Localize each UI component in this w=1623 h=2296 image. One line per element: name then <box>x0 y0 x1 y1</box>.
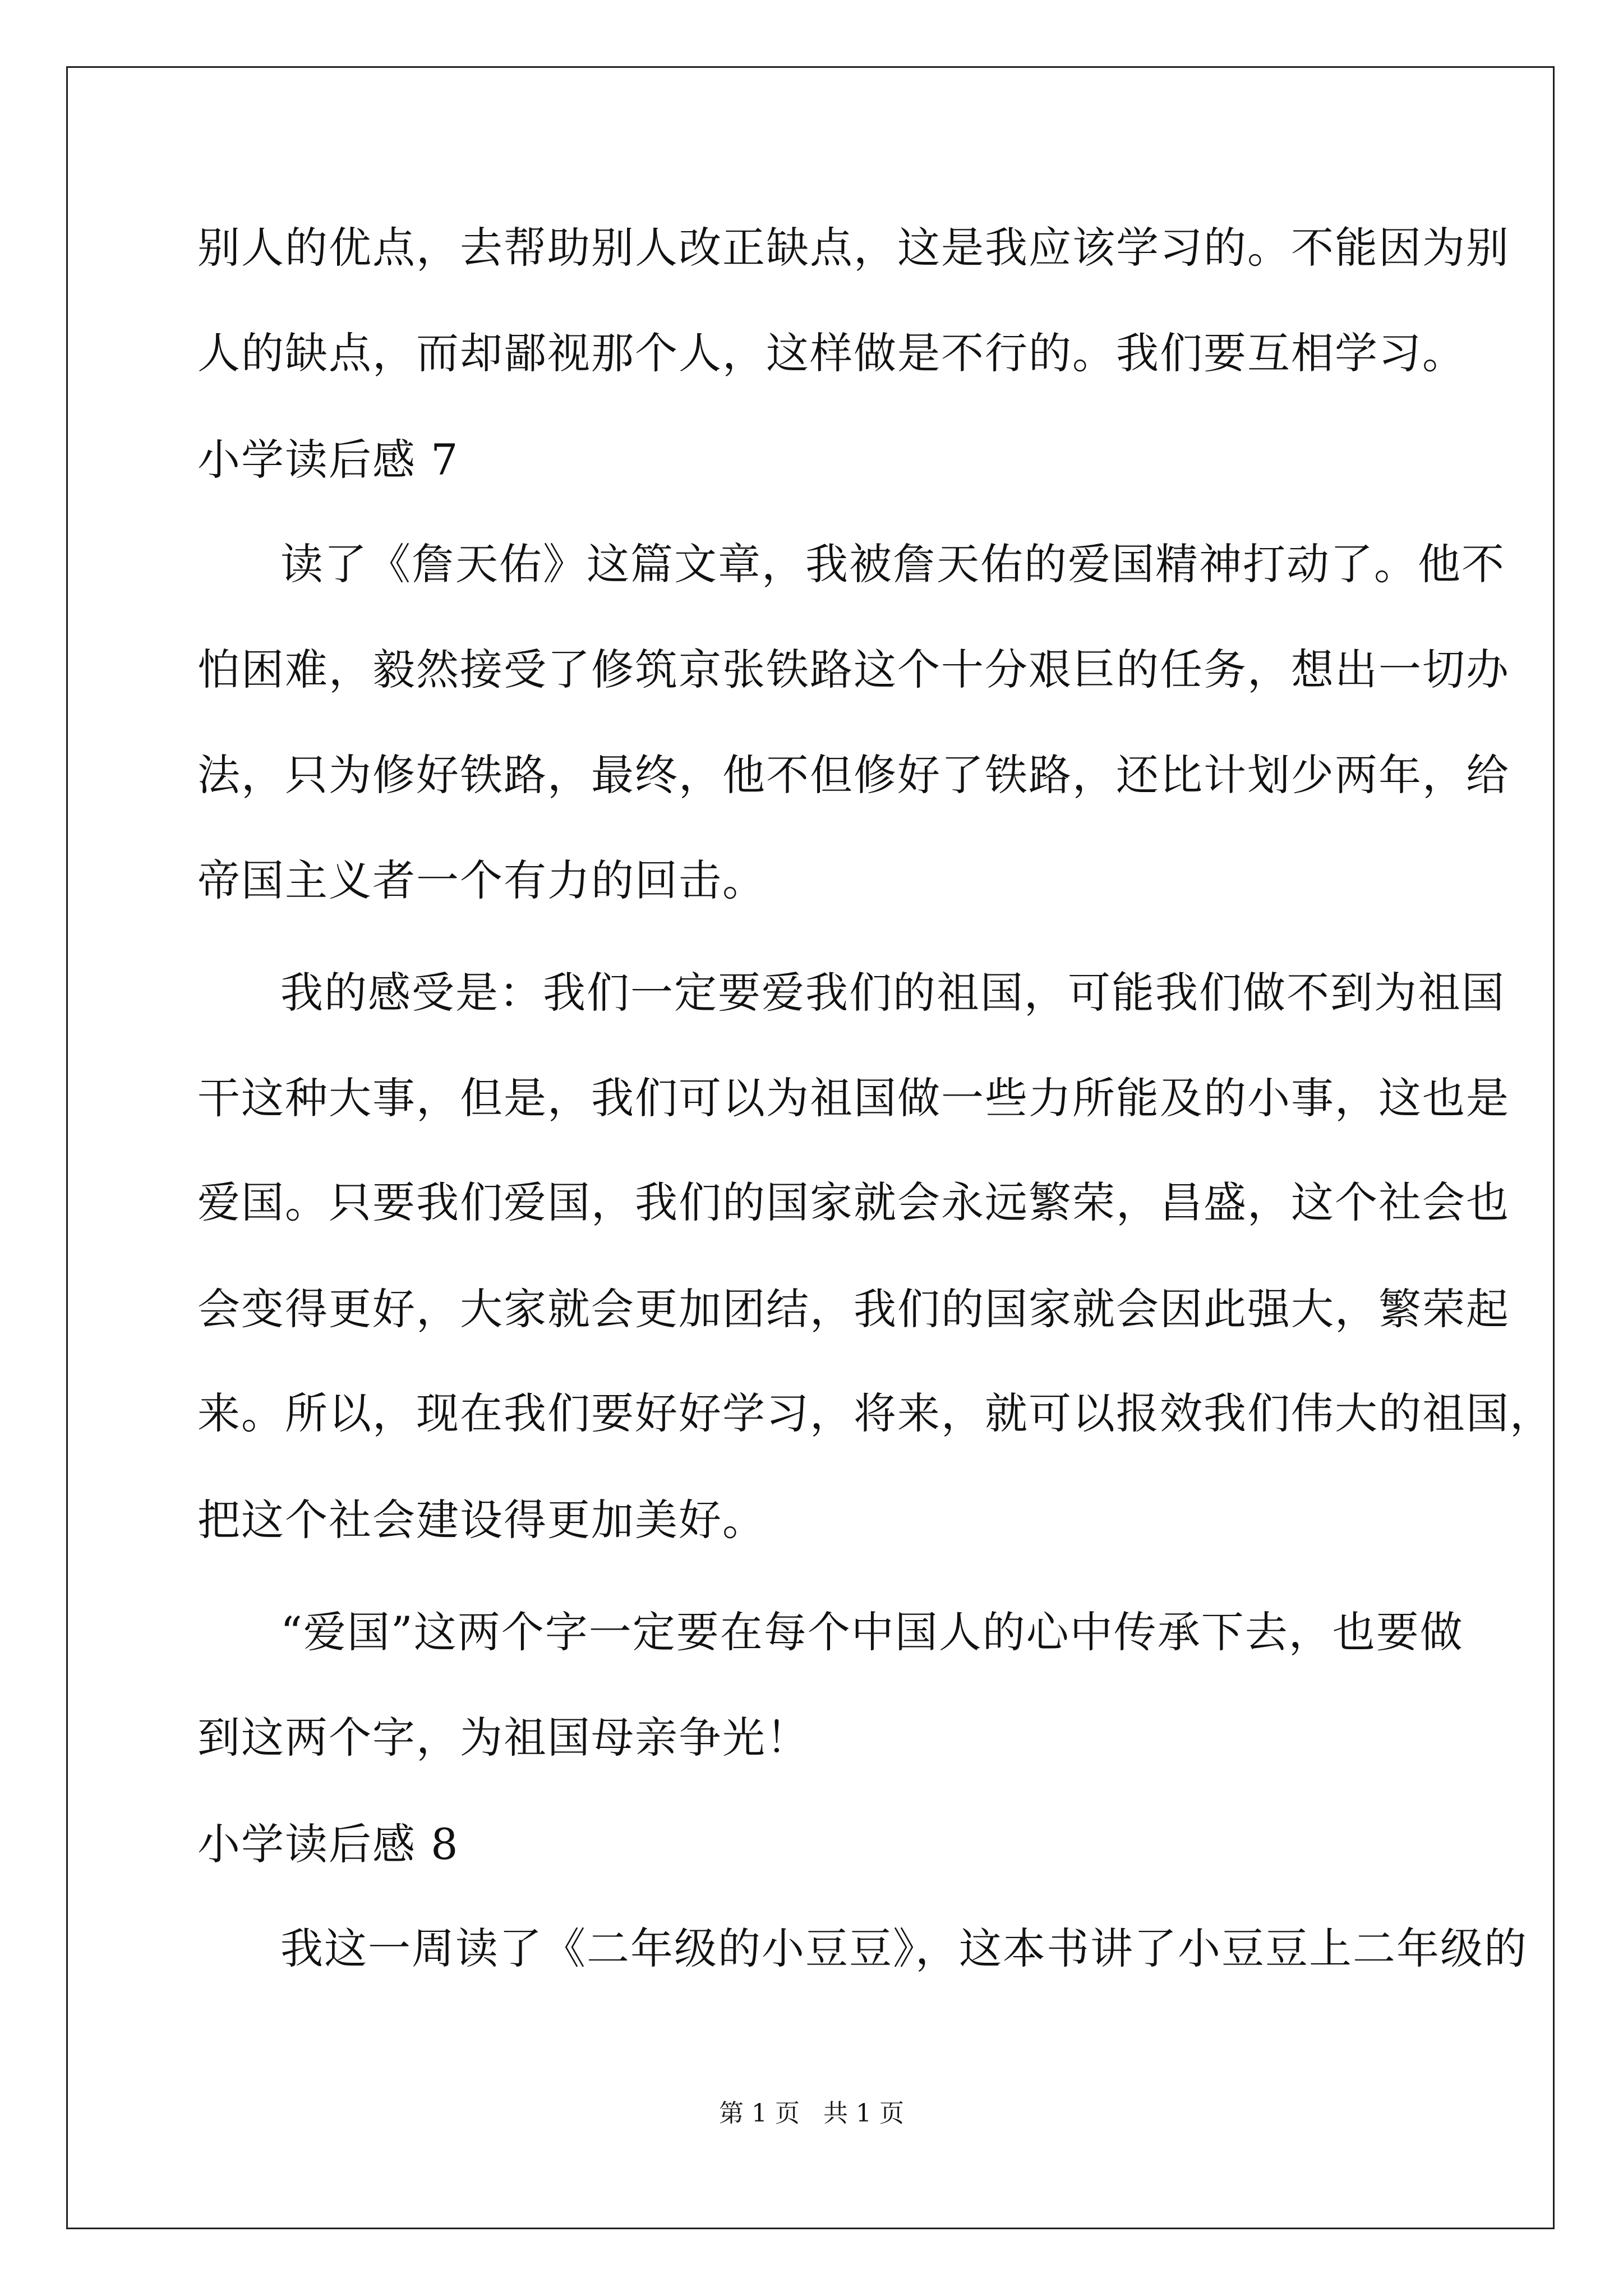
body-line-5: 法，只为修好铁路，最终，他不但修好了铁路，还比计划少两年，给 <box>197 750 1510 800</box>
body-line-7: 我的感受是：我们一定要爱我们的祖国，可能我们做不到为祖国 <box>280 968 1505 1018</box>
body-line-14: 到这两个字，为祖国母亲争光！ <box>197 1713 810 1763</box>
body-line-12: 把这个社会建设得更加美好。 <box>197 1495 766 1545</box>
body-line-10: 会变得更好，大家就会更加团结，我们的国家就会因此强大，繁荣起 <box>197 1284 1510 1334</box>
body-line-2: 人的缺点，而却鄙视那个人，这样做是不行的。我们要互相学习。 <box>197 328 1466 378</box>
page-frame <box>66 66 1555 2229</box>
body-line-1: 别人的优点，去帮助别人改正缺点，这是我应该学习的。不能因为别 <box>197 223 1510 273</box>
body-line-13: “爱国”这两个字一定要在每个中国人的心中传承下去，也要做 <box>280 1607 1464 1657</box>
page-footer: 第 1 页 共 1 页 <box>719 2099 904 2128</box>
body-line-4: 怕困难，毅然接受了修筑京张铁路这个十分艰巨的任务，想出一切办 <box>197 645 1510 694</box>
body-line-15: 我这一周读了《二年级的小豆豆》，这本书讲了小豆豆上二年级的 <box>280 1924 1528 1973</box>
body-line-6: 帝国主义者一个有力的回击。 <box>197 855 766 905</box>
section-heading-8: 小学读后感 8 <box>197 1819 459 1869</box>
section-heading-7: 小学读后感 7 <box>197 435 459 485</box>
body-line-3: 读了《詹天佑》这篇文章，我被詹天佑的爱国精神打动了。他不 <box>280 539 1505 589</box>
body-line-11: 来。所以，现在我们要好好学习，将来，就可以报效我们伟大的祖国， <box>197 1388 1553 1438</box>
body-line-9: 爱国。只要我们爱国，我们的国家就会永远繁荣，昌盛，这个社会也 <box>197 1177 1510 1227</box>
body-line-8: 干这种大事，但是，我们可以为祖国做一些力所能及的小事，这也是 <box>197 1073 1510 1123</box>
